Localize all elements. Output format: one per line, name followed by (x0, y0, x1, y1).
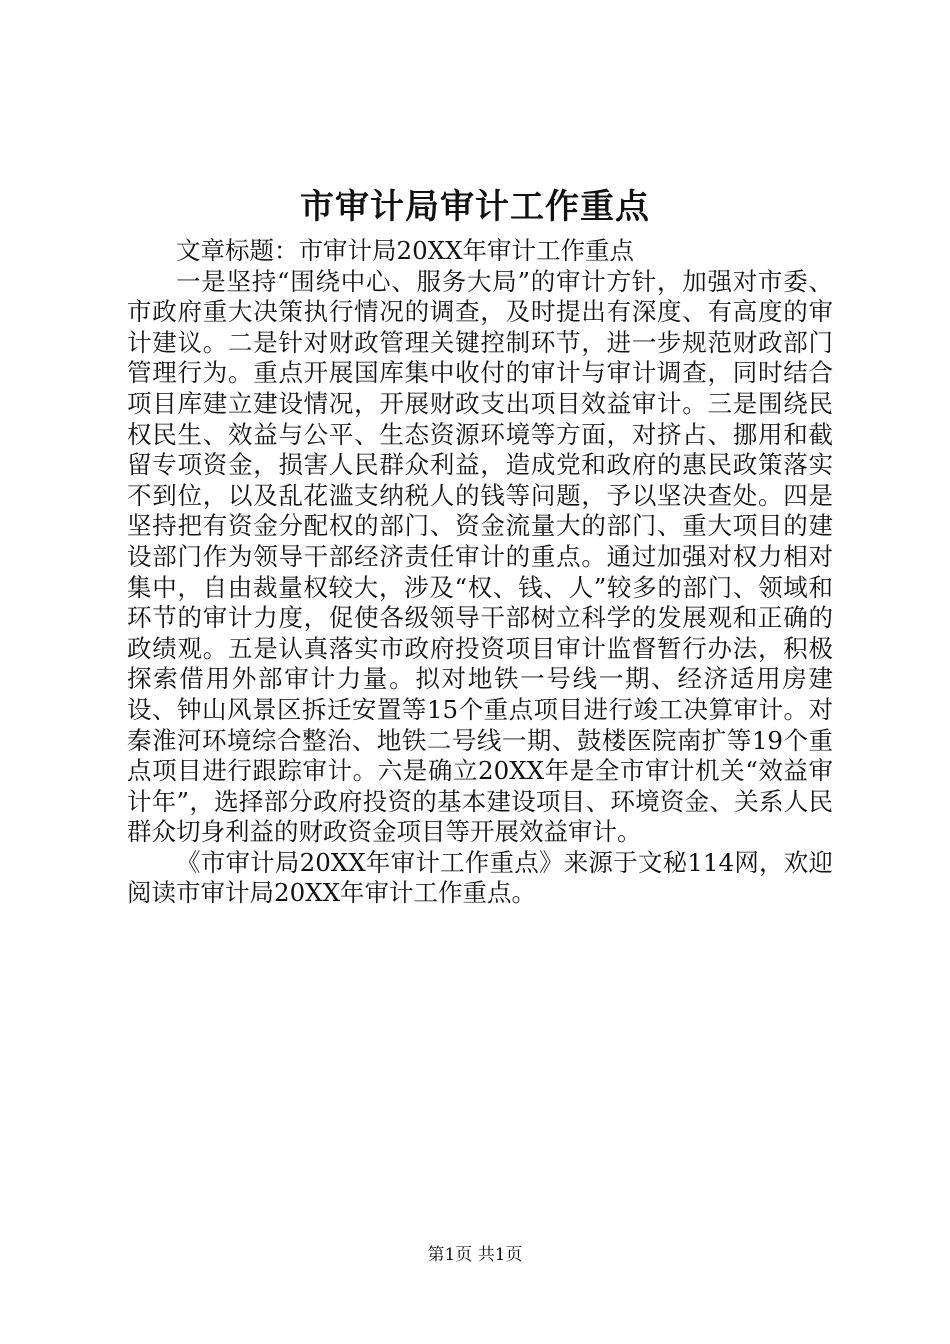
source-paragraph: 《市审计局20XX年审计工作重点》来源于文秘114网，欢迎阅读市审计局20XX年审计工作重点。 (127, 847, 833, 908)
article-title-line: 文章标题：市审计局20XX年审计工作重点 (176, 236, 635, 265)
document-title: 市审计局审计工作重点 (300, 187, 650, 227)
page-footer: 第1页 共1页 (427, 1245, 523, 1265)
document-body (127, 236, 833, 909)
main-paragraph: 一是坚持“围绕中心、服务大局”的审计方针，加强对市委、市政府重大决策执行情况的调查，及时提出有深度、有高度的审计建议。二是针对财政管理关键控制环节，进一步规范财政部门管理行为。重点开展国库集中收付的审计与审计调查，同时结合项目库建立建设情况，开展财政支出项目效益审计。三是围绕民权民生、效益与公平、生态资源环境等方面，对挤占、挪用和截留专项资金，损害人民群众利益，造成党和政府的惠民政策落实不到位，以及乱花滥支纳税人的钱等问题，予以坚决查处。四是坚持把有资金分配权的部门、资金流量大的部门、重大项目的建设部门作为领导干部经济责任审计的重点。通过加强对权力相对集中，自由裁量权较大，涉及“权、钱、人”较多的部门、领域和环节的审计力度，促使各级领导干部树立科学的发展观和正确的政绩观。五是认真落实市政府投资项目审计监督暂行办法，积极探索借用外部审计力量。拟对地铁一号线一期、经济适用房建设、钟山风景区拆迁安置等15个重点项目进行竣工决算审计。对秦淮河环境综合整治、地铁二号线一期、鼓楼医院南扩等19个重点项目进行跟踪审计。六是确立20XX年是全市审计机关“效益审计年”，选择部分政府投资的基本建设项目、环境资金、关系人民群众切身利益的财政资金项目等开展效益审计。 (127, 266, 833, 847)
